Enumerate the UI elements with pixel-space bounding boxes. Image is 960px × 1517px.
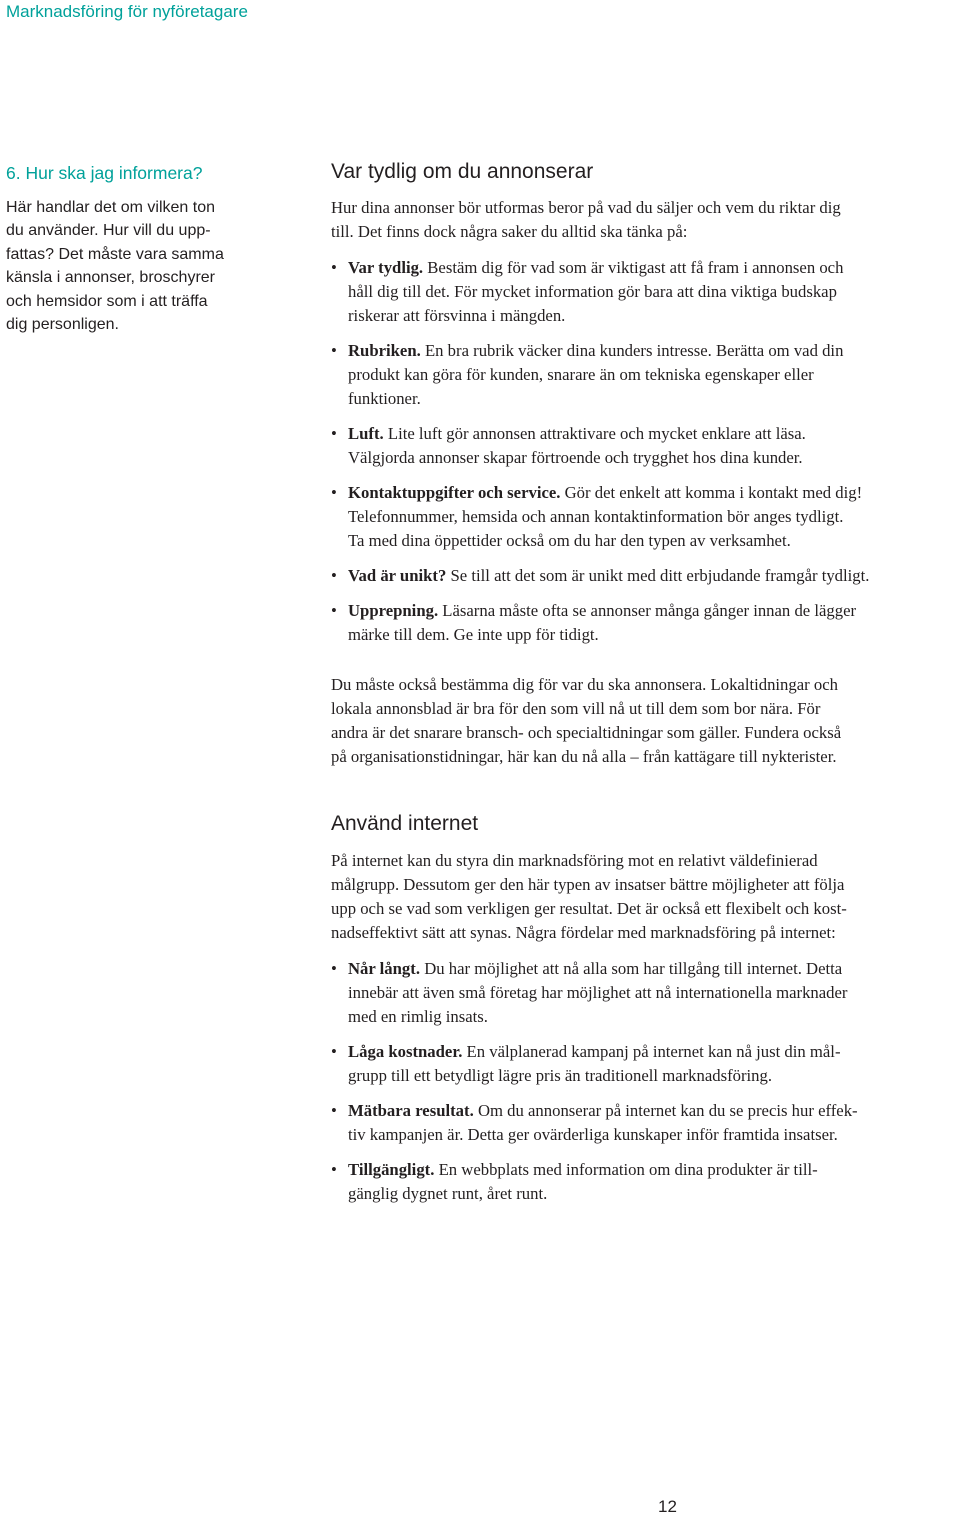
item-text: Bestäm dig för vad som är viktigast att få fram i annonsen och håll dig till det. För mycket information gör bara att dina viktiga budskap riskerar att försvinna i mängden.	[348, 258, 844, 325]
list-item	[331, 422, 959, 470]
item-text: Om du annonserar på internet kan du se precis hur effek- tiv kampanjen är. Detta ger ovärderliga kunskaper inför framtida insatser.	[348, 1101, 858, 1144]
section-intro: På internet kan du styra din marknadsföring mot en relativt väldefinierad målgrupp. Dessutom ger den här typen av insatser bättre möjligheter att följa upp och se vad som verkligen ger resultat. Det är också ett flexibelt och kost- nadseffektivt sätt att synas. Några fördelar med marknadsföring på internet:	[331, 851, 847, 942]
item-term: Rubriken.	[348, 341, 421, 360]
item-term: Kontaktuppgifter och service.	[348, 483, 561, 502]
item-text: Du har möjlighet att nå alla som har tillgång till internet. Detta innebär att även små företag har möjlighet att nå internationella marknader med en rimlig insats.	[348, 959, 848, 1026]
section-anvand-internet	[331, 812, 959, 1217]
item-text: Gör det enkelt att komma i kontakt med dig! Telefonnummer, hemsida och annan kontaktinformation bör anges tydligt. Ta med dina öppettider också om du har den typen av verksamhet.	[348, 483, 863, 550]
list-item	[331, 957, 959, 1029]
bullet-icon: •	[331, 1160, 337, 1179]
bullet-icon: •	[331, 601, 337, 620]
list-item	[331, 1158, 959, 1206]
item-text: En bra rubrik väcker dina kunders intresse. Berätta om vad din produkt kan göra för kunden, snarare än om tekniska egenskaper eller funktioner.	[348, 341, 844, 408]
section-heading: Var tydlig om du annonserar	[331, 160, 594, 183]
closing-paragraph: Du måste också bestämma dig för var du ska annonsera. Lokaltidningar och lokala annonsblad är bra för den som vill nå ut till dem som bor nära. För andra är det snarare bransch- och specialtidningar som gäller. Fundera också på organisationstidningar, här kan du nå alla – från kattägare till nykterister.	[331, 675, 842, 766]
list-item	[331, 256, 959, 328]
running-title: Marknadsföring för nyföretagare	[6, 2, 248, 21]
list-item	[331, 564, 959, 588]
list-item	[331, 1099, 959, 1147]
bullet-icon: •	[331, 341, 337, 360]
bullet-icon: •	[331, 258, 337, 277]
sidebar-note	[6, 163, 246, 336]
page-number: 12	[658, 1497, 677, 1516]
bullet-icon: •	[331, 1101, 337, 1120]
list-item	[331, 1040, 959, 1088]
item-term: Mätbara resultat.	[348, 1101, 474, 1120]
sidebar-title: 6. Hur ska jag informera?	[6, 163, 203, 183]
item-term: Tillgängligt.	[348, 1160, 435, 1179]
item-term: Når långt.	[348, 959, 421, 978]
bullet-icon: •	[331, 1042, 337, 1061]
advice-list	[331, 256, 959, 647]
item-text: Läsarna måste ofta se annonser många gånger innan de lägger märke till dem. Ge inte upp för tidigt.	[348, 601, 857, 644]
item-text: En webbplats med information om dina produkter är till- gänglig dygnet runt, året runt.	[348, 1160, 818, 1203]
sidebar-text: Här handlar det om vilken ton du använder. Hur vill du upp- fattas? Det måste vara samma känsla i annonser, broschyrer och hemsidor som i att träffa dig personligen.	[6, 199, 224, 334]
item-text: En välplanerad kampanj på internet kan nå just din mål- grupp till ett betydligt lägre pris än traditionell marknadsföring.	[348, 1042, 841, 1085]
bullet-icon: •	[331, 959, 337, 978]
item-term: Låga kostnader.	[348, 1042, 463, 1061]
section-var-tydlig	[331, 160, 959, 769]
section-intro: Hur dina annonser bör utformas beror på vad du säljer och vem du riktar dig till. Det finns dock några saker du alltid ska tänka på:	[331, 198, 841, 241]
list-item	[331, 599, 959, 647]
item-term: Upprepning.	[348, 601, 439, 620]
list-item	[331, 481, 959, 553]
bullet-icon: •	[331, 483, 337, 502]
item-text: Lite luft gör annonsen attraktivare och mycket enklare att läsa. Välgjorda annonser skapar förtroende och trygghet hos dina kunder.	[348, 424, 806, 467]
list-item	[331, 339, 959, 411]
benefits-list	[331, 957, 959, 1206]
section-heading: Använd internet	[331, 812, 479, 835]
item-term: Vad är unikt?	[348, 566, 447, 585]
item-term: Luft.	[348, 424, 384, 443]
bullet-icon: •	[331, 566, 337, 585]
item-term: Var tydlig.	[348, 258, 424, 277]
item-text: Se till att det som är unikt med ditt erbjudande framgår tydligt.	[446, 566, 870, 585]
bullet-icon: •	[331, 424, 337, 443]
